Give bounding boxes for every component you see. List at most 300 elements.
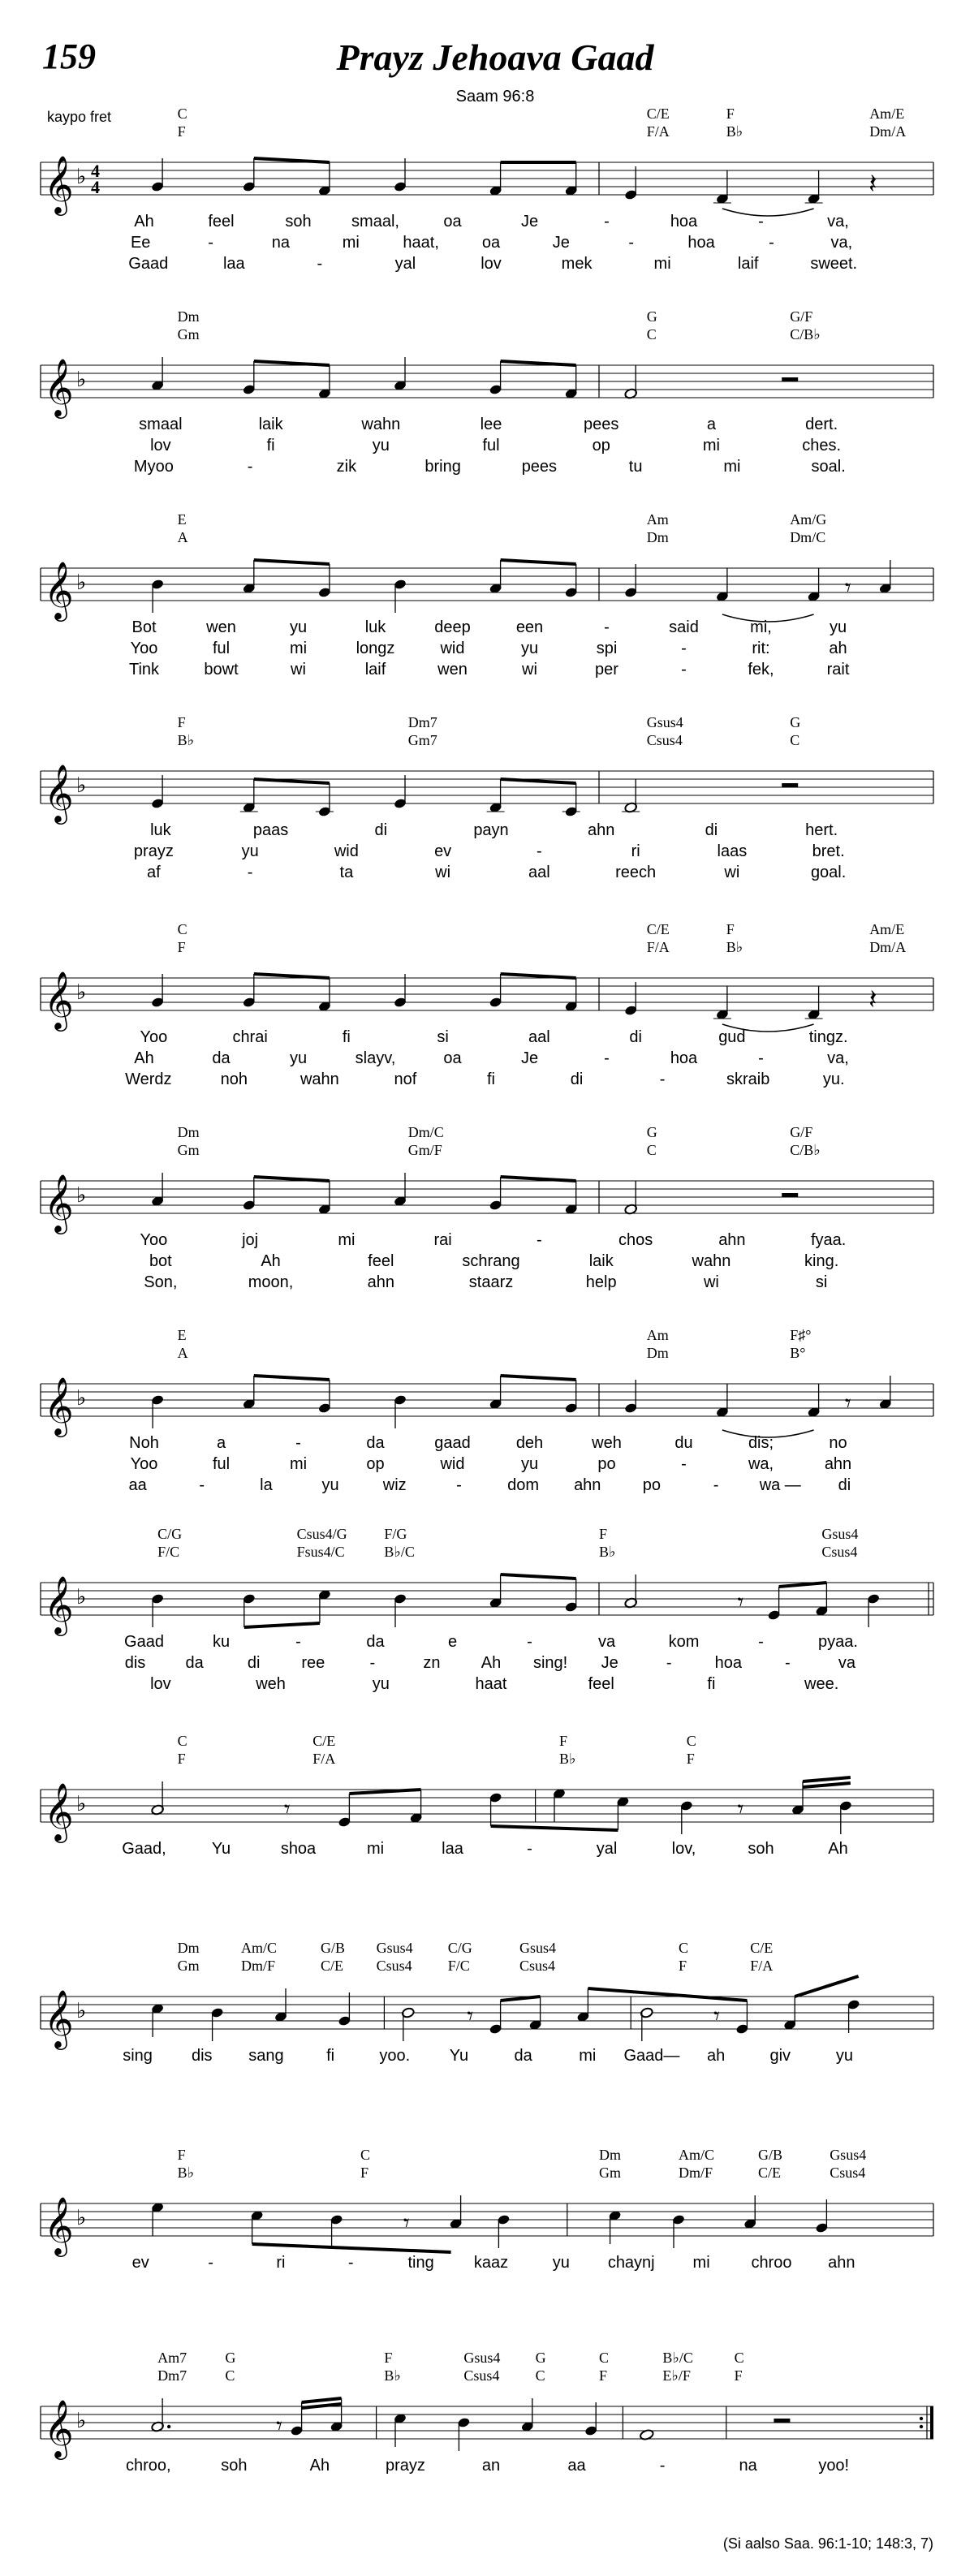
lyric-syllable: - <box>369 1654 376 1672</box>
chord-symbol: G/F <box>790 308 813 325</box>
chord-symbol-capo: Dm7 <box>157 2367 187 2384</box>
tie <box>722 209 814 216</box>
lyric-syllable: help <box>585 1273 617 1291</box>
lyric-syllable: - <box>295 1434 301 1452</box>
chord-symbol: C <box>177 1733 187 1749</box>
lyric-syllable: da <box>514 2047 532 2065</box>
chord-symbol: G <box>225 2350 236 2366</box>
lyric-syllable: lov <box>150 1675 171 1693</box>
eighth-rest-icon: 𝄾 <box>737 1588 744 1617</box>
chord-symbol-capo: B♭ <box>726 939 743 955</box>
beam <box>254 560 330 564</box>
lyric-syllable: - <box>604 618 610 636</box>
lyric-syllable: si <box>815 1273 828 1291</box>
lyric-syllable: shoa <box>280 1840 317 1858</box>
lyric-syllable: - <box>537 842 542 860</box>
lyric-syllable: wen <box>206 618 236 636</box>
chord-symbol: C/E <box>312 1733 336 1749</box>
lyric-syllable: schrang <box>462 1252 520 1270</box>
lyric-syllable: haat, <box>403 234 439 252</box>
staff-system <box>41 308 933 476</box>
lyric-syllable: laif <box>737 255 759 273</box>
lyric-syllable: - <box>659 1070 666 1088</box>
lyric-syllable: Werdz <box>125 1070 172 1088</box>
lyric-syllable: po <box>597 1455 616 1473</box>
chord-symbol: C <box>599 2350 610 2366</box>
lyric-syllable: Myoo <box>133 458 174 476</box>
lyric-syllable: rit: <box>752 640 770 657</box>
chord-symbol-capo: F/A <box>646 123 670 140</box>
chord-symbol-capo: F <box>679 1958 687 1974</box>
quarter-rest-icon: 𝄽 <box>868 984 877 1016</box>
treble-clef-icon: 𝄞 <box>44 560 74 619</box>
footer-note: (Si aalso Saa. 96:1-10; 148:3, 7) <box>722 2535 933 2552</box>
lyric-syllable: va, <box>827 1049 849 1067</box>
lyric-syllable: een <box>515 618 544 636</box>
quarter-rest-icon: 𝄽 <box>868 168 877 200</box>
flat-key-signature-icon: ♭ <box>76 773 87 798</box>
lyric-syllable: ev <box>131 2254 149 2272</box>
chord-symbol-capo: B° <box>790 1345 806 1361</box>
lyric-syllable: feel <box>368 1252 394 1270</box>
staff-system <box>41 714 933 881</box>
lyric-syllable: smaal <box>139 416 183 433</box>
flat-key-signature-icon: ♭ <box>76 1585 87 1609</box>
chord-symbol-capo: Dm/A <box>869 939 907 955</box>
lyric-syllable: - <box>769 234 774 252</box>
lyric-syllable: Ah <box>134 1049 154 1067</box>
beam <box>803 1777 851 1781</box>
lyric-syllable: lov <box>481 255 502 273</box>
lyric-syllable: ah <box>706 2047 726 2065</box>
chord-symbol-capo: Fsus4/C <box>296 1544 345 1560</box>
repeat-dot <box>920 2417 923 2420</box>
chord-symbol: G/F <box>790 1124 813 1140</box>
lyric-syllable: a <box>216 1434 226 1452</box>
lyric-syllable: mi <box>692 2254 710 2272</box>
lyric-syllable: longz <box>356 640 395 657</box>
lyric-syllable: ev <box>434 842 452 860</box>
chord-symbol: E <box>177 511 187 528</box>
lyric-syllable: - <box>758 213 764 230</box>
lyric-syllable: sing! <box>532 1654 568 1672</box>
lyric-syllable: wen <box>437 661 468 678</box>
lyric-syllable: payn <box>473 821 509 839</box>
chord-symbol-capo: B♭ <box>599 1544 616 1560</box>
chord-symbol-capo: Csus4 <box>646 732 683 748</box>
chord-symbol: Gsus4 <box>646 714 683 730</box>
treble-clef-icon: 𝄞 <box>44 1376 74 1435</box>
lyric-syllable: lov <box>150 437 171 454</box>
chord-symbol-capo: C/E <box>321 1958 344 1974</box>
lyric-syllable: yu <box>372 437 390 454</box>
lyric-syllable: yu <box>321 1476 339 1494</box>
lyric-syllable: da <box>366 1434 385 1452</box>
lyric-syllable: da <box>366 1633 385 1651</box>
lyric-syllable: - <box>758 1633 764 1651</box>
flat-key-signature-icon: ♭ <box>76 2206 87 2230</box>
eighth-rest-icon: 𝄾 <box>844 574 851 602</box>
lyric-syllable: rait <box>826 661 850 678</box>
treble-clef-icon: 𝄞 <box>44 154 74 213</box>
lyric-syllable: wahn <box>300 1070 339 1088</box>
chord-symbol-capo: F <box>734 2367 743 2384</box>
beam <box>244 1623 320 1627</box>
lyric-syllable: op <box>366 1455 385 1473</box>
lyric-syllable: Yu <box>449 2047 469 2065</box>
lyric-syllable: - <box>295 1633 301 1651</box>
chord-symbol: C/E <box>646 921 670 937</box>
chord-symbol: F <box>726 106 735 122</box>
beam <box>779 1583 827 1587</box>
lyric-syllable: staarz <box>468 1273 514 1291</box>
chord-symbol: Am/E <box>869 106 905 122</box>
capo-note: kaypo fret <box>47 109 112 125</box>
treble-clef-icon: 𝄞 <box>44 1988 74 2048</box>
lyric-syllable: mi, <box>750 618 772 636</box>
lyric-syllable: yu <box>289 1049 308 1067</box>
chord-symbol: G <box>535 2350 546 2366</box>
chord-symbol: F <box>599 1526 608 1542</box>
chord-symbol-capo: F/A <box>646 939 670 955</box>
lyric-syllable: mi <box>338 1231 356 1249</box>
chord-symbol-capo: B♭ <box>726 123 743 140</box>
chord-symbol: Gsus4 <box>519 1940 557 1956</box>
lyric-syllable: hoa <box>687 234 715 252</box>
lyric-syllable: feel <box>588 1675 614 1693</box>
lyric-syllable: bring <box>425 458 461 476</box>
chord-symbol-capo: Dm <box>646 529 669 545</box>
lyric-syllable: haat <box>475 1675 507 1693</box>
chord-symbol-capo: C/B♭ <box>790 326 821 342</box>
lyric-syllable: ku <box>212 1633 231 1651</box>
lyric-syllable: fi <box>487 1070 495 1088</box>
chord-symbol: F/G <box>384 1526 407 1542</box>
lyric-syllable: yu <box>520 640 539 657</box>
lyric-syllable: da <box>212 1049 231 1067</box>
chord-symbol-capo: C <box>535 2367 545 2384</box>
flat-key-signature-icon: ♭ <box>76 980 87 1005</box>
chord-symbol: F <box>559 1733 568 1749</box>
lyric-syllable: yu <box>835 2047 853 2065</box>
lyric-syllable: soal. <box>811 458 846 476</box>
lyric-syllable: - <box>537 1231 542 1249</box>
lyric-syllable: Yoo <box>140 1028 168 1046</box>
lyric-syllable: ches. <box>802 437 842 454</box>
staff-system <box>41 1526 933 1693</box>
treble-clef-icon: 𝄞 <box>44 1574 74 1634</box>
lyric-syllable: wid <box>334 842 359 860</box>
chord-symbol-capo: Dm/A <box>869 123 907 140</box>
chord-symbol: G <box>646 308 657 325</box>
chord-symbol: F <box>177 2147 186 2163</box>
chord-symbol: E <box>177 1327 187 1343</box>
lyric-syllable: Yoo <box>130 640 158 657</box>
flat-key-signature-icon: ♭ <box>76 1792 87 1816</box>
chord-symbol-capo: F <box>177 123 186 140</box>
chord-symbol: Gsus4 <box>821 1526 859 1542</box>
lyric-syllable: op <box>592 437 610 454</box>
lyric-syllable: aa <box>567 2457 586 2475</box>
lyric-syllable: sing <box>123 2047 153 2065</box>
eighth-rest-icon: 𝄾 <box>467 2002 474 2031</box>
beam <box>501 361 576 365</box>
chord-symbol-capo: Gm/F <box>407 1142 442 1158</box>
lyric-syllable: spi <box>596 640 618 657</box>
lyric-syllable: Yoo <box>130 1455 158 1473</box>
lyric-syllable: prayz <box>385 2457 425 2475</box>
staff-system <box>41 511 933 678</box>
lyric-syllable: - <box>785 1654 791 1672</box>
lyric-syllable: di <box>629 1028 642 1046</box>
lyric-syllable: zik <box>336 458 357 476</box>
flat-key-signature-icon: ♭ <box>76 2409 87 2433</box>
lyric-syllable: lov, <box>671 1840 696 1858</box>
chord-symbol: C <box>686 1733 696 1749</box>
lyric-syllable: soh <box>748 1840 774 1858</box>
lyric-syllable: per <box>595 661 618 678</box>
lyric-syllable: po <box>642 1476 662 1494</box>
lyric-syllable: chroo, <box>125 2457 171 2475</box>
chord-symbol: B♭/C <box>662 2350 693 2366</box>
lyric-syllable: - <box>628 234 635 252</box>
lyric-syllable: dis <box>191 2047 213 2065</box>
lyric-syllable: moon, <box>248 1273 294 1291</box>
lyric-syllable: zn <box>423 1654 441 1672</box>
lyric-syllable: Je <box>552 234 570 252</box>
chord-symbol-capo: F <box>686 1751 695 1767</box>
chord-symbol-capo: Gm <box>599 2165 621 2181</box>
hymn-number: 159 <box>42 37 96 76</box>
lyric-syllable: chroo <box>751 2254 792 2272</box>
lyric-syllable: na <box>271 234 291 252</box>
time-signature-bottom: 4 <box>91 177 100 197</box>
chord-symbol: Dm <box>177 1940 200 1956</box>
lyric-syllable: feel <box>208 213 235 230</box>
lyric-syllable: Ah <box>309 2457 330 2475</box>
lyric-syllable: - <box>317 255 323 273</box>
lyric-syllable: wahn <box>361 416 401 433</box>
chord-symbol: F <box>726 921 735 937</box>
half-rest <box>782 377 798 381</box>
lyric-syllable: ful <box>482 437 500 454</box>
lyric-syllable: - <box>666 1654 672 1672</box>
beam <box>254 1376 330 1380</box>
chord-symbol: Am/C <box>679 2147 715 2163</box>
lyric-syllable: kaaz <box>473 2254 509 2272</box>
lyric-syllable: laik <box>258 416 283 433</box>
lyric-syllable: rai <box>433 1231 452 1249</box>
staff-system <box>41 1124 933 1291</box>
lyric-syllable: laa <box>442 1840 463 1858</box>
lyric-syllable: ful <box>212 1455 231 1473</box>
lyric-syllable: gud <box>718 1028 746 1046</box>
lyric-syllable: fyaa. <box>810 1231 847 1249</box>
beam <box>501 560 576 564</box>
lyric-syllable: Je <box>520 1049 539 1067</box>
lyric-syllable: goal. <box>810 864 847 881</box>
lyric-syllable: hoa <box>670 213 698 230</box>
chord-symbol: F <box>384 2350 393 2366</box>
lyric-syllable: wi <box>522 661 537 678</box>
lyric-syllable: fi <box>326 2047 335 2065</box>
lyric-syllable: yu. <box>822 1070 845 1088</box>
lyric-syllable: yoo. <box>379 2047 411 2065</box>
lyric-syllable: wi <box>724 864 740 881</box>
flat-key-signature-icon: ♭ <box>76 1999 87 2023</box>
lyric-syllable: di <box>570 1070 584 1088</box>
lyric-syllable: - <box>199 1476 205 1494</box>
lyric-syllable: lee <box>480 416 502 433</box>
scripture-reference: Saam 96:8 <box>455 88 535 106</box>
staff-system <box>41 106 933 273</box>
lyric-syllable: wi <box>703 1273 719 1291</box>
lyric-syllable: Noh <box>129 1434 159 1452</box>
lyric-syllable: Son, <box>144 1273 178 1291</box>
lyric-syllable: fi <box>342 1028 351 1046</box>
eighth-rest-icon: 𝄾 <box>283 1795 291 1824</box>
chord-symbol-capo: C <box>225 2367 235 2384</box>
beam <box>349 1790 420 1794</box>
lyric-syllable: wiz <box>382 1476 407 1494</box>
lyric-syllable: va, <box>830 234 853 252</box>
lyric-syllable: af <box>147 864 161 881</box>
chord-symbol-capo: C <box>646 326 657 342</box>
chord-symbol: C/G <box>157 1526 183 1542</box>
lyric-syllable: yu <box>552 2254 570 2272</box>
beam <box>501 1574 576 1579</box>
lyric-syllable: yal <box>394 255 416 273</box>
lyric-syllable: yal <box>596 1840 618 1858</box>
chord-symbol: Gsus4 <box>463 2350 501 2366</box>
beam <box>588 1988 747 2001</box>
chord-symbol: Gsus4 <box>830 2147 867 2163</box>
lyric-syllable: tingz. <box>808 1028 848 1046</box>
beam <box>491 1826 618 1830</box>
lyric-syllable: Ah <box>828 1840 848 1858</box>
lyric-syllable: ahn <box>588 821 615 839</box>
lyric-syllable: ahn <box>824 1455 852 1473</box>
lyric-syllable: - <box>527 1840 532 1858</box>
beam <box>803 1783 851 1787</box>
eighth-rest-icon: 𝄾 <box>737 1795 744 1824</box>
repeat-dot <box>920 2425 923 2428</box>
lyric-syllable: di <box>247 1654 261 1672</box>
lyric-syllable: deep <box>434 618 471 636</box>
treble-clef-icon: 𝄞 <box>44 2195 74 2255</box>
chord-symbol-capo: A <box>177 1345 188 1361</box>
staff-system <box>41 1940 933 2065</box>
chord-symbol-capo: Dm <box>646 1345 669 1361</box>
lyric-syllable: Bot <box>131 618 157 636</box>
chord-symbol: C/E <box>646 106 670 122</box>
chord-symbol-capo: B♭ <box>559 1751 576 1767</box>
lyric-syllable: Gaad <box>128 255 169 273</box>
chord-symbol-capo: F <box>360 2165 369 2181</box>
chord-symbol: F <box>177 714 186 730</box>
chord-symbol: Am/G <box>790 511 827 528</box>
lyric-syllable: wee. <box>804 1675 839 1693</box>
treble-clef-icon: 𝄞 <box>44 1173 74 1232</box>
lyric-syllable: Gaad— <box>623 2047 680 2065</box>
lyric-syllable: no <box>829 1434 847 1452</box>
lyric-syllable: - <box>456 1476 462 1494</box>
lyric-syllable: oa <box>481 234 501 252</box>
beam <box>254 1177 330 1181</box>
lyric-syllable: smaal, <box>351 213 399 230</box>
chord-symbol: Gsus4 <box>376 1940 413 1956</box>
lyric-syllable: oa <box>443 1049 462 1067</box>
lyric-syllable: yu <box>289 618 308 636</box>
lyric-syllable: laif <box>364 661 386 678</box>
chord-symbol: Dm <box>177 1124 200 1140</box>
lyric-syllable: dis; <box>748 1434 774 1452</box>
hymn-title: Prayz Jehoava Gaad <box>336 37 654 78</box>
chord-symbol-capo: F/A <box>750 1958 774 1974</box>
lyric-syllable: mi <box>342 234 360 252</box>
chord-symbol: G/B <box>758 2147 783 2163</box>
lyric-syllable: deh <box>515 1434 544 1452</box>
chord-symbol-capo: Dm/F <box>241 1958 276 1974</box>
note-dot <box>167 2425 170 2428</box>
lyric-syllable: - <box>208 234 213 252</box>
lyric-syllable: du <box>674 1434 693 1452</box>
lyric-syllable: mi <box>723 458 741 476</box>
lyric-syllable: Ah <box>134 213 154 230</box>
lyric-syllable: - <box>247 864 253 881</box>
lyric-syllable: ah <box>829 640 847 657</box>
lyric-syllable: Ah <box>481 1654 502 1672</box>
chord-symbol: C <box>360 2147 371 2163</box>
lyric-syllable: yu <box>241 842 259 860</box>
lyric-syllable: - <box>347 2254 354 2272</box>
lyric-syllable: luk <box>150 821 171 839</box>
staff-system <box>41 921 933 1088</box>
flat-key-signature-icon: ♭ <box>76 165 87 189</box>
beam <box>252 2244 451 2252</box>
beam <box>302 2398 342 2402</box>
lyric-syllable: paas <box>252 821 289 839</box>
treble-clef-icon: 𝄞 <box>44 970 74 1029</box>
lyric-syllable: aal <box>528 864 550 881</box>
lyric-syllable: joj <box>242 1231 259 1249</box>
lyric-syllable: wa, <box>748 1455 774 1473</box>
chord-symbol-capo: F/A <box>312 1751 336 1767</box>
staff-system <box>41 2147 933 2272</box>
lyric-syllable: Je <box>520 213 539 230</box>
chord-symbol-capo: Csus4 <box>519 1958 556 1974</box>
chord-symbol: G <box>646 1124 657 1140</box>
lyric-syllable: weh <box>592 1434 622 1452</box>
chord-symbol: C <box>177 106 187 122</box>
lyric-syllable: sweet. <box>810 255 858 273</box>
lyric-syllable: hoa <box>670 1049 698 1067</box>
lyric-syllable: noh <box>220 1070 248 1088</box>
treble-clef-icon: 𝄞 <box>44 357 74 416</box>
beam <box>501 1376 576 1380</box>
lyric-syllable: soh <box>285 213 312 230</box>
lyric-syllable: gaad <box>434 1434 471 1452</box>
lyric-syllable: fek, <box>748 661 774 678</box>
lyric-syllable: dis <box>124 1654 146 1672</box>
lyric-syllable: wid <box>440 1455 465 1473</box>
half-rest <box>774 2419 790 2423</box>
chord-symbol-capo: Csus4 <box>821 1544 858 1560</box>
lyric-syllable: kom <box>668 1633 700 1651</box>
lyric-syllable: di <box>705 821 718 839</box>
chord-symbol-capo: A <box>177 529 188 545</box>
beam <box>254 158 330 162</box>
